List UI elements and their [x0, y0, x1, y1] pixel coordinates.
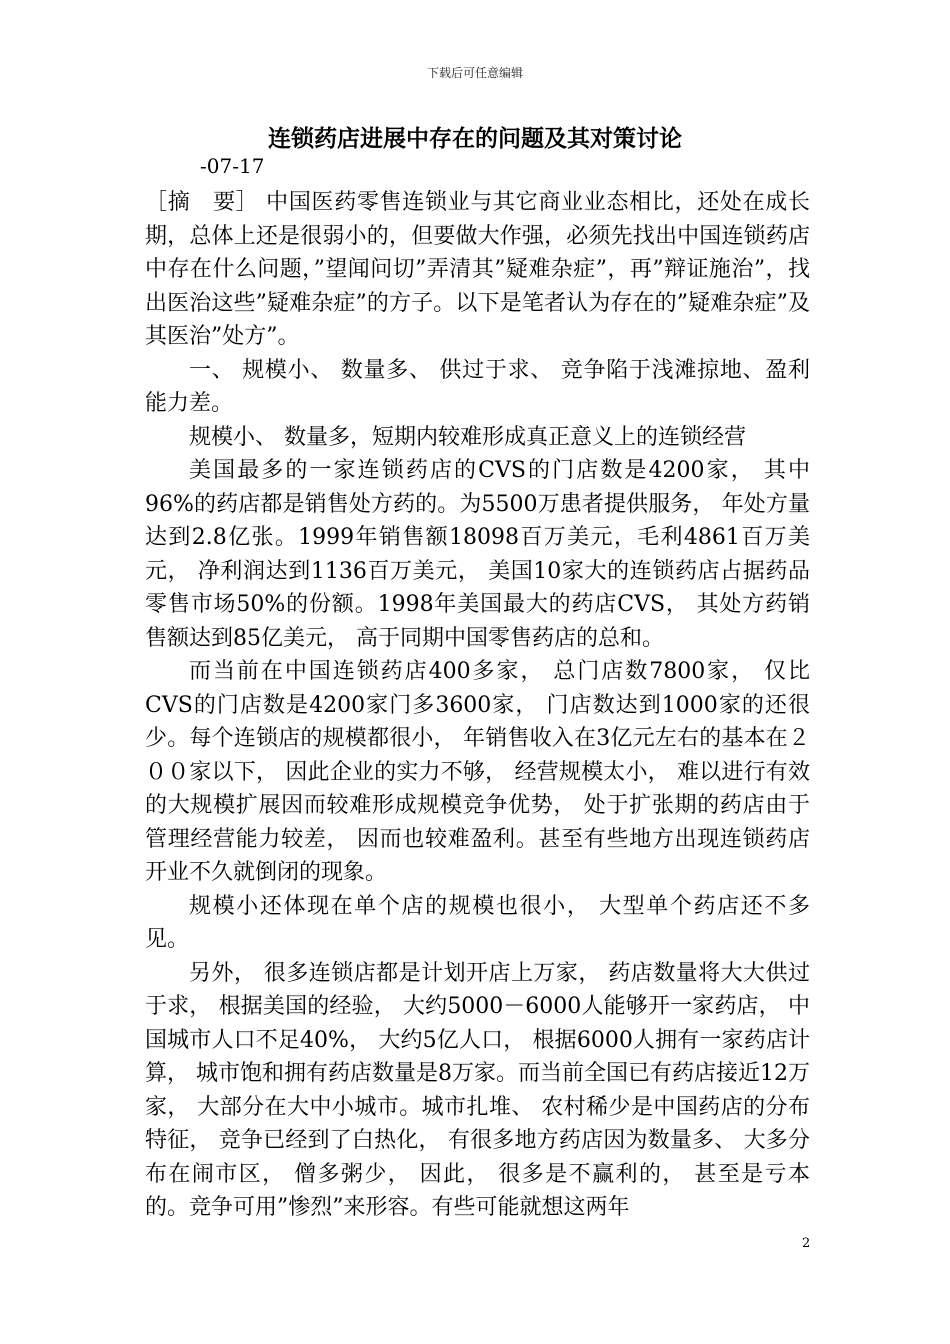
subheading: 规模小、 数量多，短期内较难形成真正意义上的连锁经营	[189, 424, 746, 450]
body-paragraph: 规模小还体现在单个店的规模也很小， 大型单个药店还不多见。	[145, 893, 810, 952]
body-text	[145, 186, 810, 1225]
header-note: 下载后可任意编辑	[426, 66, 523, 80]
document-date: -07-17	[200, 154, 265, 178]
document-title: 连锁药店进展中存在的问题及其对策讨论	[268, 126, 682, 152]
section-heading: 一、 规模小、 数量多、 供过于求、 竞争陷于浅滩掠地、盈利能力差。	[145, 357, 810, 416]
abstract-paragraph: ［摘 要］ 中国医药零售连锁业与其它商业业态相比，还处在成长期，总体上还是很弱小的，但要做大作强，必须先找出中国连锁药店中存在什么问题，”望闻问切”弄清其”疑难杂症”，再”辩证施治”，找出医治这些”疑难杂症”的方子。以下是笔者认为存在的”疑难杂症”及其医治”处方”。	[145, 190, 810, 349]
body-paragraph: 而当前在中国连锁药店400多家， 总门店数7800家， 仅比CVS的门店数是4200家门多3600家， 门店数达到1000家的还很少。每个连锁店的规模都很小， 年销售收入在3亿元左右的基本在２００家以下， 因此企业的实力不够， 经营规模太小， 难以进行有效的大规模扩展因而较难形成规模竞争优势， 处于扩张期的药店由于管理经营能力较差， 因而也较难盈利。甚至有些地方出现连锁药店开业不久就倒闭的现象。	[145, 659, 810, 885]
body-paragraph: 另外， 很多连锁店都是计划开店上万家， 药店数量将大大供过于求， 根据美国的经验， 大约5000－6000人能够开一家药店， 中国城市人口不足40%， 大约5亿人口， 根据6000人拥有一家药店计算， 城市饱和拥有药店数量是8万家。而当前全国已有药店接近12万家， 大部分在大中小城市。城市扎堆、 农村稀少是中国药店的分布特征， 竞争已经到了白热化， 有很多地方药店因为数量多、 大多分布在闹市区， 僧多粥少， 因此， 很多是不赢利的， 甚至是亏本的。竞争可用”惨烈”来形容。有些可能就想这两年	[145, 960, 810, 1220]
page-number: 2	[802, 1236, 811, 1251]
body-paragraph: 美国最多的一家连锁药店的CVS的门店数是4200家， 其中96%的药店都是销售处方药的。为5500万患者提供服务， 年处方量达到2.8亿张。1999年销售额18098百万美元，毛利4861百万美元， 净利润达到1136百万美元， 美国10家大的连锁药店占据药品零售市场50%的份额。1998年美国最大的药店CVS， 其处方药销售额达到85亿美元， 高于同期中国零售药店的总和。	[145, 458, 810, 651]
